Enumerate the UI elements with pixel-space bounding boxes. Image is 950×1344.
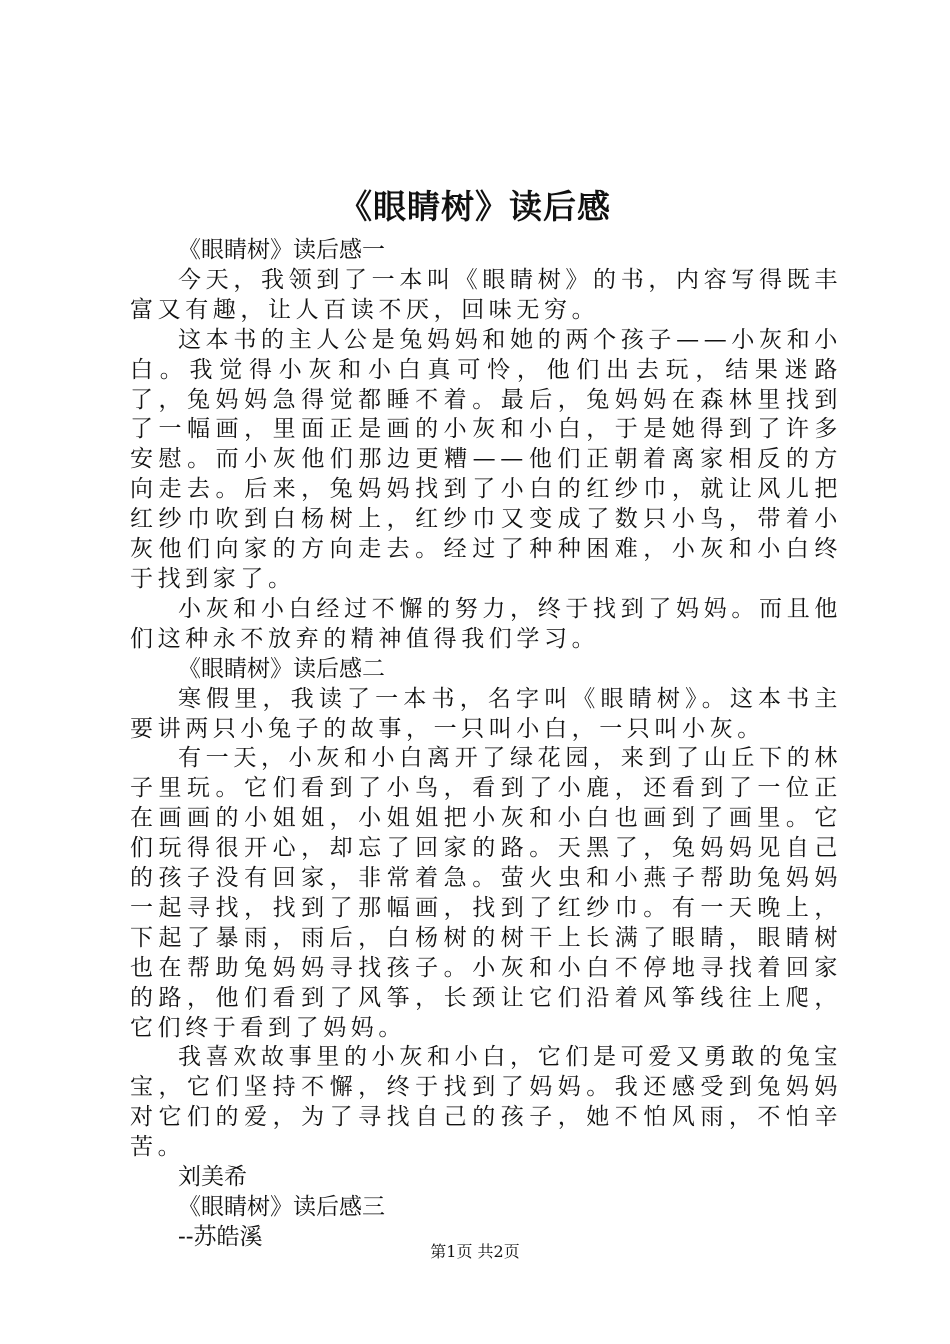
paragraph: 寒假里，我读了一本书，名字叫《眼睛树》。这本书主要讲两只小兔子的故事，一只叫小白，一只叫小灰。: [130, 685, 842, 742]
paragraph: 今天，我领到了一本叫《眼睛树》的书，内容写得既丰富又有趣，让人百读不厌，回味无穷。: [130, 266, 842, 323]
page-footer: 第1页 共2页: [430, 1242, 520, 1261]
author-signature: 刘美希: [178, 1164, 247, 1191]
paragraph: 这本书的主人公是兔妈妈和她的两个孩子——小灰和小白。我觉得小灰和小白真可怜，他们出去玩，结果迷路了，兔妈妈急得觉都睡不着。最后，兔妈妈在森林里找到了一幅画，里面正是画的小灰和小白，于是她得到了许多安慰。而小灰他们那边更糟——他们正朝着离家相反的方向走去。后来，兔妈妈找到了小白的红纱巾，就让风儿把红纱巾吹到白杨树上，红纱巾又变成了数只小鸟，带着小灰他们向家的方向走去。经过了种种困难，小灰和小白终于找到家了。: [130, 326, 842, 592]
document-title: 《眼睛树》读后感: [339, 187, 611, 226]
section-heading-3: 《眼睛树》读后感三: [178, 1194, 385, 1220]
section-heading-2: 《眼睛树》读后感二: [178, 655, 385, 682]
paragraph: 有一天，小灰和小白离开了绿花园，来到了山丘下的林子里玩。它们看到了小鸟，看到了小鹿，还看到了一位正在画画的小姐姐，小姐姐把小灰和小白也画到了画里。它们玩得很开心，却忘了回家的路。天黑了，兔妈妈见自己的孩子没有回家，非常着急。萤火虫和小燕子帮助兔妈妈一起寻找，找到了那幅画，找到了红纱巾。有一天晚上，下起了暴雨，雨后，白杨树的树干上长满了眼睛，眼睛树也在帮助兔妈妈寻找孩子。小灰和小白不停地寻找着回家的路，他们看到了风筝，长颈让它们沿着风筝线往上爬，它们终于看到了妈妈。: [130, 745, 842, 1041]
paragraph: 我喜欢故事里的小灰和小白，它们是可爱又勇敢的兔宝宝，它们坚持不懈，终于找到了妈妈。我还感受到兔妈妈对它们的爱，为了寻找自己的孩子，她不怕风雨，不怕辛苦。: [130, 1044, 842, 1161]
paragraph: 小灰和小白经过不懈的努力，终于找到了妈妈。而且他们这种永不放弃的精神值得我们学习。: [130, 595, 842, 652]
author-signature: --苏皓溪: [178, 1223, 263, 1250]
document-body: [130, 236, 842, 1253]
section-heading-1: 《眼睛树》读后感一: [178, 237, 385, 263]
